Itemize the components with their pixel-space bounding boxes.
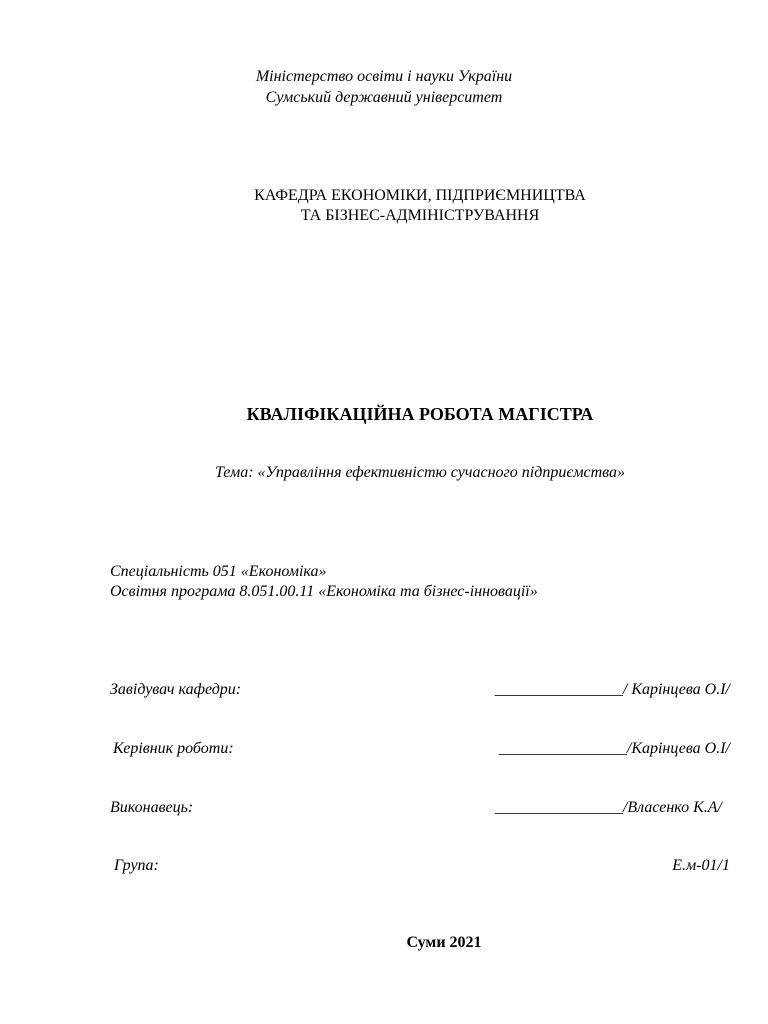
supervisor-label: Керівник роботи: [113,740,234,757]
group-label: Група: [114,857,159,874]
executor-signature: ________________/Власенко К.А/ [494,799,722,816]
supervisor-signature: ________________/Карінцева О.І/ [498,740,730,757]
department-name-line-2: ТА БІЗНЕС-АДМІНІСТРУВАННЯ [300,207,540,224]
executor-label: Виконавець: [110,799,194,816]
specialty: Спеціальність 051 «Економіка» [110,563,327,580]
group-value: Е.м-01/1 [672,857,730,874]
ministry-name: Міністерство освіти і науки України [255,68,513,85]
educational-program: Освітня програма 8.051.00.11 «Економіка та бізнес-інновації» [110,583,538,600]
head-of-department-label: Завідувач кафедри: [110,681,242,698]
work-title: КВАЛІФІКАЦІЙНА РОБОТА МАГІСТРА [246,404,594,424]
university-name: Сумський державний університет [265,89,503,106]
department-name-line-1: КАФЕДРА ЕКОНОМІКИ, ПІДПРИЄМНИЦТВА [254,187,586,204]
city-year: Суми 2021 [406,934,482,951]
head-of-department-signature: ________________/ Карінцева О.І/ [494,681,730,698]
work-topic: Тема: «Управління ефективністю сучасного підприємства» [214,464,626,481]
